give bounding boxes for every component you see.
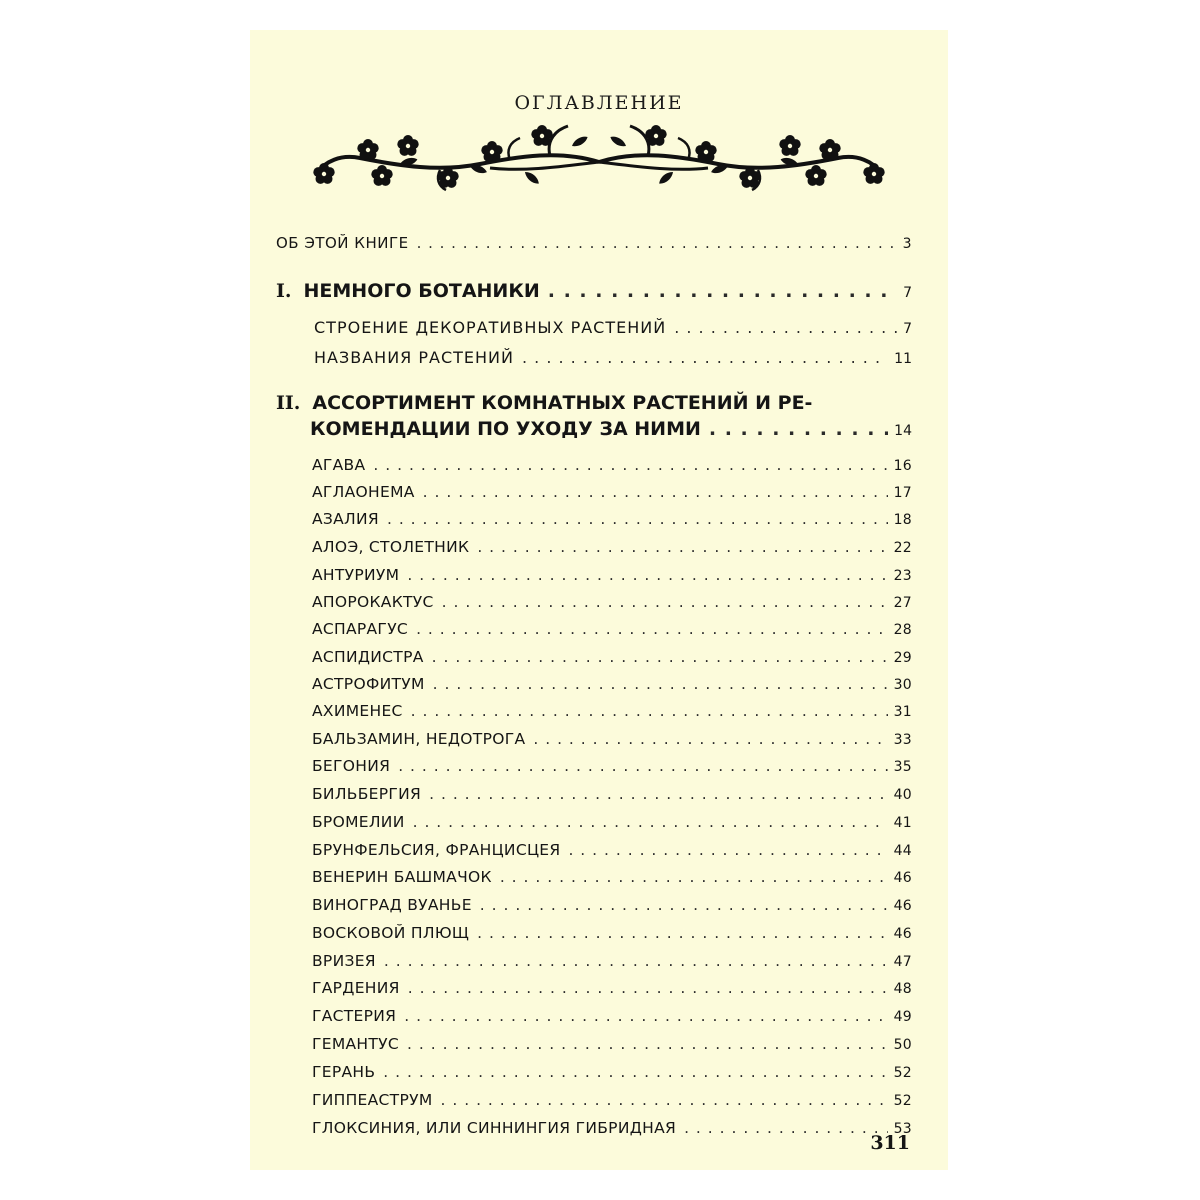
toc-chapter-2-continued — [310, 418, 912, 440]
item-page: 46 — [893, 898, 912, 914]
item-title: ГИППЕАСТРУМ — [312, 1091, 433, 1109]
toc-item — [312, 785, 912, 803]
toc-item — [312, 730, 912, 748]
item-title: АСТРОФИТУМ — [312, 675, 425, 693]
toc-item — [312, 952, 912, 970]
item-title: ВОСКОВОЙ ПЛЮЩ — [312, 924, 470, 942]
toc-item — [312, 1007, 912, 1025]
item-page: 46 — [893, 870, 912, 886]
item-page: 46 — [893, 926, 912, 942]
toc-entry-title: ОБ ЭТОЙ КНИГЕ — [276, 234, 409, 252]
item-title: БЕГОНИЯ — [312, 757, 391, 775]
section-title: НАЗВАНИЯ РАСТЕНИЙ — [314, 348, 514, 367]
leader-dots — [407, 566, 887, 584]
leader-dots — [709, 418, 888, 440]
item-page: 35 — [893, 759, 912, 775]
item-page: 40 — [893, 787, 912, 803]
leader-dots — [441, 1091, 888, 1109]
floral-ornament-icon — [310, 116, 888, 196]
item-page: 47 — [893, 954, 912, 970]
leader-dots — [413, 813, 888, 831]
leader-dots — [408, 979, 888, 997]
toc-item — [312, 593, 912, 611]
item-title: АЛОЭ, СТОЛЕТНИК — [312, 538, 470, 556]
toc-item — [312, 841, 912, 859]
toc-item — [312, 1119, 912, 1137]
toc-item — [312, 483, 912, 501]
book-page — [250, 30, 948, 1170]
toc-item — [312, 566, 912, 584]
item-page: 48 — [893, 981, 912, 997]
item-page: 23 — [893, 568, 912, 584]
item-page: 18 — [893, 512, 912, 528]
leader-dots — [442, 593, 888, 611]
leader-dots — [404, 1007, 887, 1025]
item-title: АЗАЛИЯ — [312, 510, 379, 528]
leader-dots — [411, 702, 888, 720]
item-title: БИЛЬБЕРГИЯ — [312, 785, 422, 803]
leader-dots — [398, 757, 887, 775]
item-title: ГАРДЕНИЯ — [312, 979, 400, 997]
item-page: 50 — [893, 1037, 912, 1053]
leader-dots — [548, 280, 897, 302]
item-title: БРУНФЕЛЬСИЯ, ФРАНЦИСЦЕЯ — [312, 841, 561, 859]
item-page: 27 — [893, 595, 912, 611]
page-number: 311 — [870, 1132, 910, 1154]
item-page: 22 — [893, 540, 912, 556]
toc-item — [312, 1035, 912, 1053]
toc-item — [312, 510, 912, 528]
section-page: 7 — [903, 321, 912, 337]
leader-dots — [432, 648, 888, 666]
toc-item — [312, 979, 912, 997]
leader-dots — [416, 620, 888, 638]
chapter-title: АССОРТИМЕНТ КОМНАТНЫХ РАСТЕНИЙ И РЕ- — [312, 392, 813, 414]
item-page: 52 — [893, 1093, 912, 1109]
toc-item — [312, 456, 912, 474]
item-page: 41 — [893, 815, 912, 831]
item-page: 28 — [893, 622, 912, 638]
chapter-page: 7 — [903, 285, 912, 301]
leader-dots — [533, 730, 887, 748]
leader-dots — [522, 348, 888, 367]
toc-entry-page: 3 — [902, 236, 912, 252]
toc-item — [312, 648, 912, 666]
item-title: АГЛАОНЕМА — [312, 483, 415, 501]
toc-item — [312, 620, 912, 638]
leader-dots — [373, 456, 887, 474]
item-page: 53 — [893, 1121, 912, 1137]
toc-chapter-1 — [276, 280, 912, 302]
item-title: АПОРОКАКТУС — [312, 593, 434, 611]
item-title: БРОМЕЛИИ — [312, 813, 405, 831]
item-title: АГАВА — [312, 456, 366, 474]
item-page: 52 — [893, 1065, 912, 1081]
item-page: 49 — [893, 1009, 912, 1025]
leader-dots — [674, 318, 897, 337]
leader-dots — [407, 1035, 888, 1053]
toc-item — [312, 868, 912, 886]
toc-item — [312, 1063, 912, 1081]
leader-dots — [387, 510, 888, 528]
leader-dots — [417, 234, 897, 252]
leader-dots — [383, 1063, 887, 1081]
leader-dots — [480, 896, 888, 914]
item-title: ГАСТЕРИЯ — [312, 1007, 397, 1025]
toc-heading: ОГЛАВЛЕНИЕ — [514, 92, 684, 114]
toc-item — [312, 924, 912, 942]
chapter-page: 14 — [894, 423, 912, 439]
item-page: 33 — [893, 732, 912, 748]
item-title: ГЕМАНТУС — [312, 1035, 400, 1053]
item-title: ВРИЗЕЯ — [312, 952, 376, 970]
section-title: СТРОЕНИЕ ДЕКОРАТИВНЫХ РАСТЕНИЙ — [314, 318, 667, 337]
item-title: АХИМЕНЕС — [312, 702, 403, 720]
leader-dots — [429, 785, 887, 803]
item-title: АНТУРИУМ — [312, 566, 400, 584]
leader-dots — [500, 868, 888, 886]
section-page: 11 — [894, 351, 912, 367]
item-title: ВЕНЕРИН БАШМАЧОК — [312, 868, 492, 886]
item-page: 30 — [893, 677, 912, 693]
chapter-number: II. — [276, 392, 301, 414]
chapter-number: I. — [276, 280, 292, 302]
toc-item — [312, 813, 912, 831]
item-page: 17 — [893, 485, 912, 501]
item-title: ВИНОГРАД ВУАНЬЕ — [312, 896, 472, 914]
leader-dots — [477, 538, 887, 556]
toc-item — [312, 538, 912, 556]
toc-item — [312, 675, 912, 693]
item-title: ГЕРАНЬ — [312, 1063, 376, 1081]
toc-section — [314, 348, 912, 367]
toc-entry-about — [276, 234, 912, 252]
item-title: АСПИДИСТРА — [312, 648, 424, 666]
item-page: 31 — [893, 704, 912, 720]
item-title: БАЛЬЗАМИН, НЕДОТРОГА — [312, 730, 526, 748]
leader-dots — [568, 841, 887, 859]
leader-dots — [433, 675, 888, 693]
chapter-title-continued: КОМЕНДАЦИИ ПО УХОДУ ЗА НИМИ — [310, 418, 701, 440]
toc-item — [312, 702, 912, 720]
item-title: ГЛОКСИНИЯ, ИЛИ СИННИНГИЯ ГИБРИДНАЯ — [312, 1119, 677, 1137]
toc-item — [312, 1091, 912, 1109]
item-page: 16 — [893, 458, 912, 474]
item-page: 44 — [893, 843, 912, 859]
toc-item — [312, 757, 912, 775]
leader-dots — [384, 952, 888, 970]
leader-dots — [477, 924, 887, 942]
toc-section — [314, 318, 912, 337]
item-title: АСПАРАГУС — [312, 620, 409, 638]
leader-dots — [423, 483, 888, 501]
toc-chapter-2 — [276, 392, 912, 414]
chapter-title: НЕМНОГО БОТАНИКИ — [303, 280, 540, 302]
toc-item — [312, 896, 912, 914]
item-page: 29 — [893, 650, 912, 666]
leader-dots — [684, 1119, 888, 1137]
